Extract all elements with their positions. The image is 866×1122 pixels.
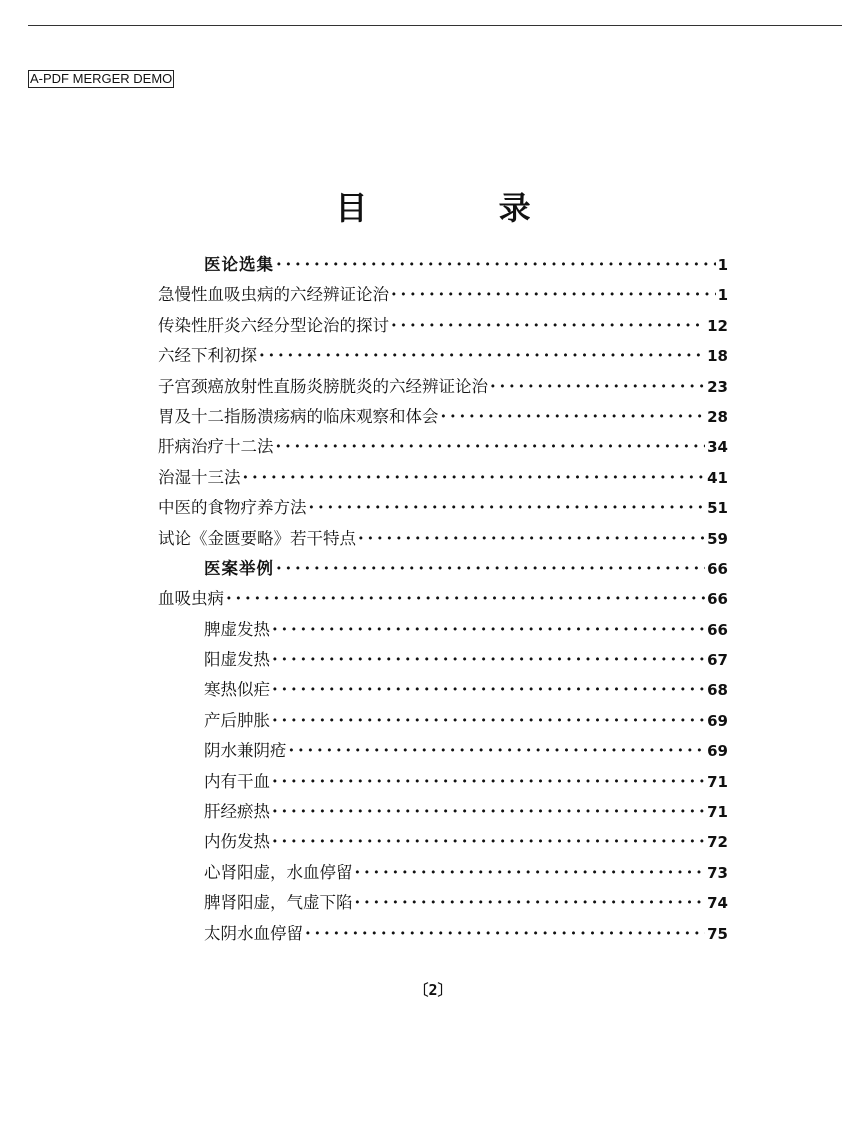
- dot-leader: [358, 524, 705, 554]
- toc-entry: [158, 402, 728, 432]
- toc-entry-title: 传染性肝炎六经分型论治的探讨: [158, 315, 389, 335]
- dot-leader: [391, 280, 716, 310]
- toc-entry-page: 41: [707, 468, 728, 487]
- dot-leader: [391, 311, 705, 341]
- toc-entry-page: 75: [707, 924, 728, 943]
- toc-entry-title: 血吸虫病: [158, 589, 224, 609]
- toc-entry-title: 心肾阳虚，水血停留: [204, 862, 353, 882]
- dot-leader: [272, 827, 705, 857]
- page-number: 〔2〕: [413, 981, 453, 999]
- dot-leader: [309, 493, 706, 523]
- dot-leader: [259, 341, 705, 371]
- toc-entry-title: 胃及十二指肠溃疡病的临床观察和体会: [158, 406, 439, 426]
- toc-entry-page: 1: [717, 286, 728, 305]
- toc-entry-page: 69: [707, 742, 728, 761]
- toc-entry-page: 71: [707, 772, 728, 791]
- toc-entry-title: 脾肾阳虚，气虚下陷: [204, 893, 353, 913]
- toc-entry: [158, 797, 728, 827]
- toc-entry-page: 72: [707, 833, 728, 852]
- toc-entry-title: 阴水兼阴疮: [204, 741, 287, 761]
- watermark-label: A-PDF MERGER DEMO: [30, 71, 173, 86]
- toc-section-heading: [158, 554, 728, 584]
- toc-entry-title: 寒热似疟: [204, 680, 270, 700]
- toc-entry: [158, 280, 728, 310]
- toc-entry: [158, 463, 728, 493]
- toc-entry: [158, 827, 728, 857]
- dot-leader: [272, 615, 705, 645]
- toc-entry-title: 内有干血: [204, 771, 270, 791]
- toc-entry: [158, 645, 728, 675]
- toc-entry-page: 1: [717, 256, 728, 274]
- dot-leader: [272, 675, 705, 705]
- dot-leader: [226, 584, 705, 614]
- toc-entry-page: 12: [707, 316, 728, 335]
- toc-entry-title: 治湿十三法: [158, 467, 241, 487]
- toc-entry-title: 中医的食物疗养方法: [158, 498, 307, 518]
- toc-entry-page: 69: [707, 711, 728, 730]
- toc-entry: [158, 493, 728, 523]
- toc-entry: [158, 706, 728, 736]
- toc-entry: [158, 736, 728, 766]
- toc-entry: [158, 584, 728, 614]
- toc-entry-page: 34: [707, 438, 728, 457]
- toc-entry-title: 六经下利初探: [158, 346, 257, 366]
- toc-entry: [158, 888, 728, 918]
- dot-leader: [490, 372, 705, 402]
- dot-leader: [276, 432, 706, 462]
- toc-entry-page: 68: [707, 681, 728, 700]
- page-title: 目 录: [335, 189, 591, 227]
- dot-leader: [272, 797, 705, 827]
- toc-entry-title: 阳虚发热: [204, 650, 270, 670]
- toc-entry-title: 肝病治疗十二法: [158, 437, 274, 457]
- toc-entry-page: 51: [707, 499, 728, 518]
- toc-entry-title: 医案举例: [204, 558, 274, 578]
- toc-entry-title: 内伤发热: [204, 832, 270, 852]
- toc-entry-title: 产后肿胀: [204, 710, 270, 730]
- toc-entry-title: 子宫颈癌放射性直肠炎膀胱炎的六经辨证论治: [158, 376, 488, 396]
- toc-entry: [158, 524, 728, 554]
- toc-entry: [158, 432, 728, 462]
- toc-entry: [158, 919, 728, 949]
- toc-entry: [158, 311, 728, 341]
- toc-entry-title: 医论选集: [204, 255, 274, 274]
- dot-leader: [305, 919, 705, 949]
- toc-entry-page: 73: [707, 863, 728, 882]
- toc-entry: [158, 858, 728, 888]
- toc-entry: [158, 615, 728, 645]
- top-rule: [28, 25, 842, 26]
- toc-entry-title: 脾虚发热: [204, 619, 270, 639]
- dot-leader: [355, 888, 706, 918]
- toc-entry-title: 太阴水血停留: [204, 923, 303, 943]
- toc-entry-title: 试论《金匮要略》若干特点: [158, 528, 356, 548]
- toc-entry: [158, 675, 728, 705]
- toc-entry-page: 66: [707, 620, 728, 639]
- dot-leader: [355, 858, 706, 888]
- toc-entry-page: 74: [707, 894, 728, 913]
- toc-entry-page: 28: [707, 407, 728, 426]
- toc-entry-page: 67: [707, 651, 728, 670]
- dot-leader: [276, 554, 705, 584]
- dot-leader: [272, 767, 705, 797]
- toc-entry: [158, 341, 728, 371]
- dot-leader: [243, 463, 706, 493]
- dot-leader: [272, 645, 705, 675]
- toc-entry-title: 急慢性血吸虫病的六经辨证论治: [158, 285, 389, 305]
- dot-leader: [272, 706, 705, 736]
- toc-entry-page: 59: [707, 529, 728, 548]
- toc-entry-page: 23: [707, 377, 728, 396]
- dot-leader: [289, 736, 706, 766]
- toc-entry: [158, 767, 728, 797]
- dot-leader: [276, 250, 716, 280]
- toc-entry-page: 18: [707, 347, 728, 366]
- toc-entry-page: 66: [707, 559, 728, 578]
- toc-entry: [158, 372, 728, 402]
- toc-entry-page: 71: [707, 803, 728, 822]
- toc-section-heading: [158, 250, 728, 280]
- toc-entry-title: 肝经瘀热: [204, 802, 270, 822]
- dot-leader: [441, 402, 706, 432]
- table-of-contents: [158, 250, 728, 949]
- toc-entry-page: 66: [707, 590, 728, 609]
